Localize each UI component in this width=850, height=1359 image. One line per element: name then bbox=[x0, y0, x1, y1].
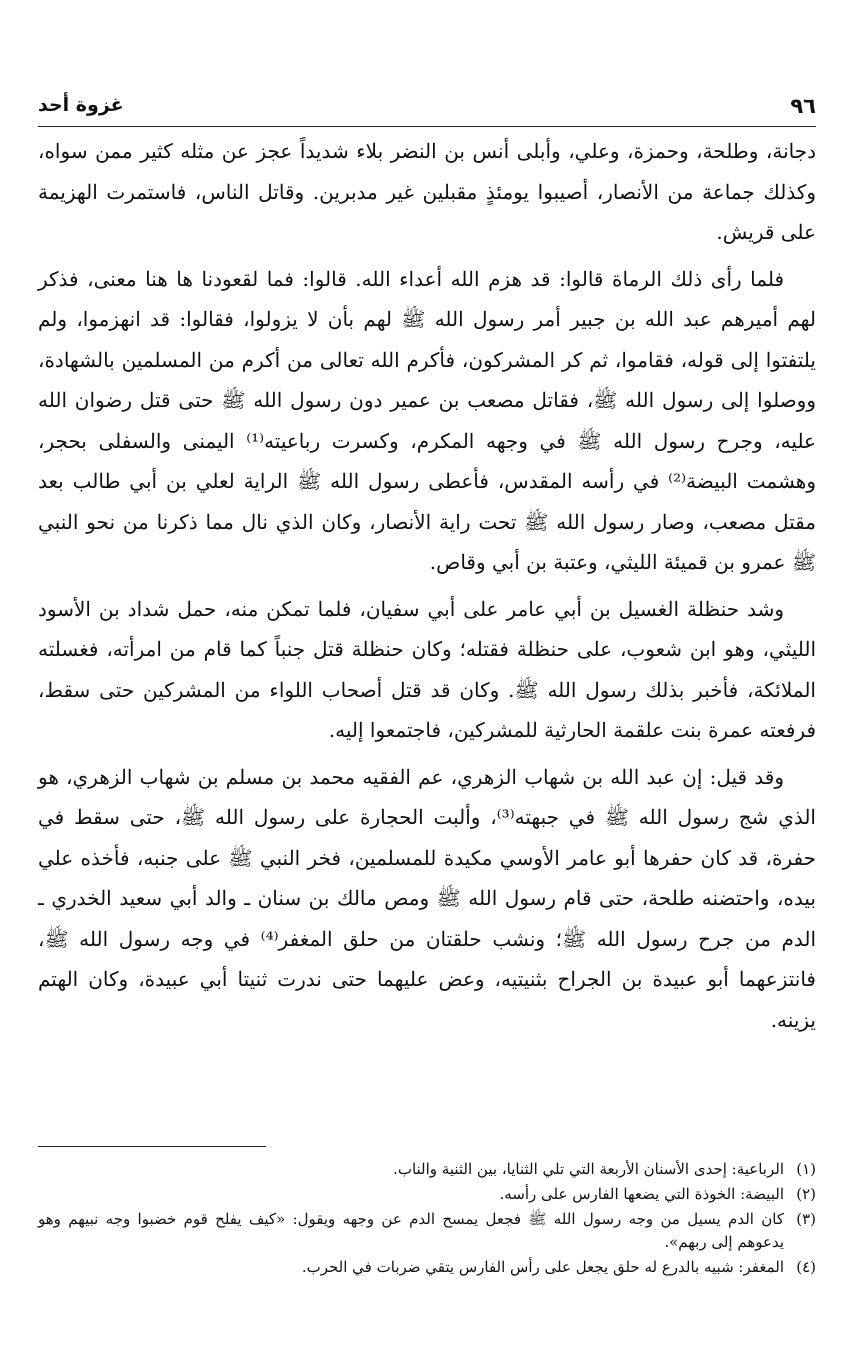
footnote-number: (٣) bbox=[796, 1210, 816, 1228]
paragraph: فلما رأى ذلك الرماة قالوا: قد هزم الله أعداء الله. قالوا: فما لقعودنا ها هنا معنى، فذكر لهم أميرهم عبد الله بن جبير أمر رسول الله ﷺ لهم بأن لا يزولوا، فقالوا: قد انهزموا، ولم يلتفتوا إلى قوله، فقاموا، ثم كر المشركون، فأكرم الله تعالى من أكرم من المسلمين بالشهادة، ووصلوا إلى رسول الله ﷺ، فقاتل مصعب بن عمير دون رسول الله ﷺ حتى قتل رضوان الله عليه، وجرح رسول الله ﷺ في وجهه المكرم، وكسرت رباعيته⁽¹⁾ اليمنى والسفلى بحجر، وهشمت البيضة⁽²⁾ في رأسه المقدس، فأعطى رسول الله ﷺ الراية لعلي بن أبي طالب بعد مقتل مصعب، وصار رسول الله ﷺ تحت راية الأنصار، وكان الذي نال مما ذكرنا من نحو النبي ﷺ عمرو بن قميئة الليثي، وعتبة بن أبي وقاص. bbox=[38, 266, 816, 574]
footnote bbox=[38, 1256, 816, 1279]
footnote-text: البيضة: الخوذة التي يضعها الفارس على رأسه. bbox=[499, 1185, 784, 1203]
footnote bbox=[38, 1183, 816, 1206]
body-text bbox=[38, 131, 816, 1040]
footnote-number: (١) bbox=[796, 1160, 816, 1178]
footnote-divider bbox=[38, 1146, 266, 1147]
footnote-number: (٢) bbox=[796, 1185, 816, 1203]
footnote-text: الرباعية: إحدى الأسنان الأربعة التي تلي الثنايا، بين الثنية والناب. bbox=[393, 1160, 784, 1178]
footnote bbox=[38, 1208, 816, 1254]
running-title: غزوة أحد bbox=[38, 94, 124, 116]
page-number: ٩٦ bbox=[790, 94, 816, 118]
footnote bbox=[38, 1158, 816, 1181]
footnote-text: المغفر: شبيه بالدرع له حلق يجعل على رأس الفارس يتقي ضربات في الحرب. bbox=[301, 1258, 784, 1276]
book-page bbox=[38, 88, 816, 1040]
footnote-number: (٤) bbox=[796, 1258, 816, 1276]
paragraph: دجانة، وطلحة، وحمزة، وعلي، وأبلى أنس بن النضر بلاء شديداً عجز عن مثله كثير ممن سواه، وكذلك جماعة من الأنصار، أصيبوا يومئذٍ مقبلين غير مدبرين. وقاتل الناس، فاستمرت الهزيمة على قريش. bbox=[38, 139, 816, 244]
paragraph: وشد حنظلة الغسيل بن أبي عامر على أبي سفيان، فلما تمكن منه، حمل شداد بن الأسود الليثي، وهو ابن شعوب، على حنظلة فقتله؛ وكان حنظلة قتل جنباً كما قام من امرأته، فغسلته الملائكة، فأخبر بذلك رسول الله ﷺ. وكان قد قتل أصحاب اللواء من المشركين حتى سقط، فرفعته عمرة بنت علقمة الحارثية للمشركين، فاجتمعوا إليه. bbox=[38, 596, 816, 742]
footnote-text: كان الدم يسيل من وجه رسول الله ﷺ فجعل يمسح الدم عن وجهه ويقول: «كيف يفلح قوم خضبوا وجه نبيهم وهو يدعوهم إلى ربهم». bbox=[38, 1210, 784, 1251]
paragraph: وقد قيل: إن عبد الله بن شهاب الزهري، عم الفقيه محمد بن مسلم بن شهاب الزهري، هو الذي شج رسول الله ﷺ في جبهته⁽³⁾، وألبت الحجارة على رسول الله ﷺ، حتى سقط في حفرة، قد كان حفرها أبو عامر الأوسي مكيدة للمسلمين، فخر النبي ﷺ على جنبه، فأخذه علي بيده، واحتضنه طلحة، حتى قام رسول الله ﷺ ومص مالك بن سنان ـ والد أبي سعيد الخدري ـ الدم من جرح رسول الله ﷺ؛ ونشب حلقتان من حلق المغفر⁽⁴⁾ في وجه رسول الله ﷺ، فانتزعهما أبو عبيدة بن الجراح بثنيتيه، وعض عليهما حتى ندرت ثنيتا أبي عبيدة، وكان الهتم يزينه. bbox=[38, 764, 817, 1032]
page-header bbox=[38, 88, 816, 127]
footnotes bbox=[38, 1158, 816, 1281]
